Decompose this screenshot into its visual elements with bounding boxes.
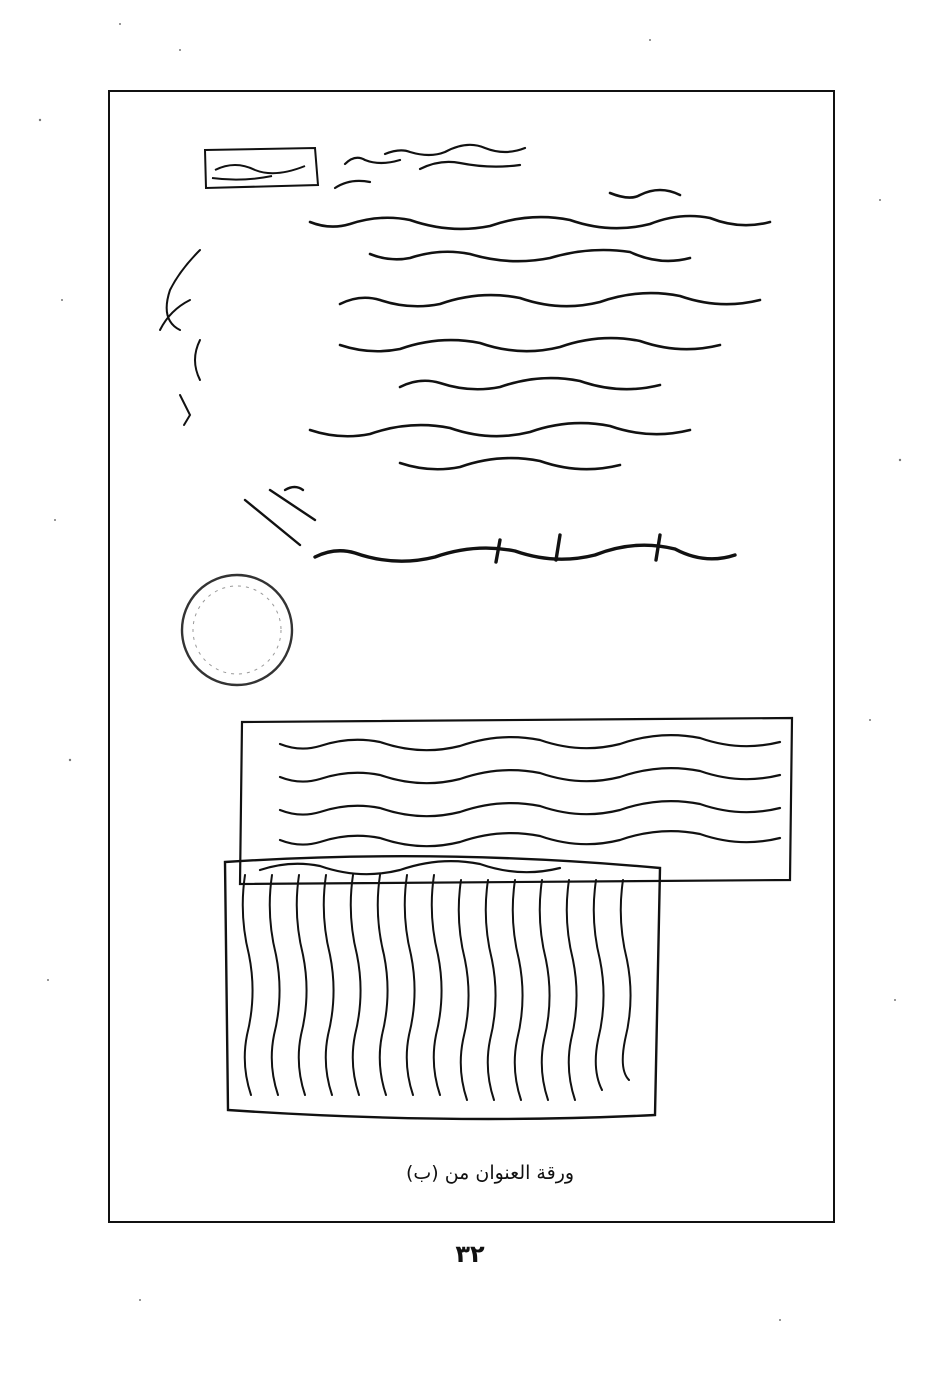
vertical-text-block — [225, 856, 660, 1119]
title-text-lines — [310, 190, 770, 469]
header-annotation — [335, 145, 525, 188]
audition-note-lines — [260, 735, 780, 874]
slash-marks — [245, 487, 315, 545]
round-seal — [182, 575, 292, 685]
boxed-stamp — [205, 148, 318, 188]
page-number: ٣٢ — [455, 1240, 485, 1268]
figure-caption: ورقة العنوان من (ب) — [405, 1162, 575, 1184]
waqf-heading — [315, 535, 735, 562]
scan-noise — [39, 23, 901, 1321]
side-annotation — [160, 250, 200, 425]
